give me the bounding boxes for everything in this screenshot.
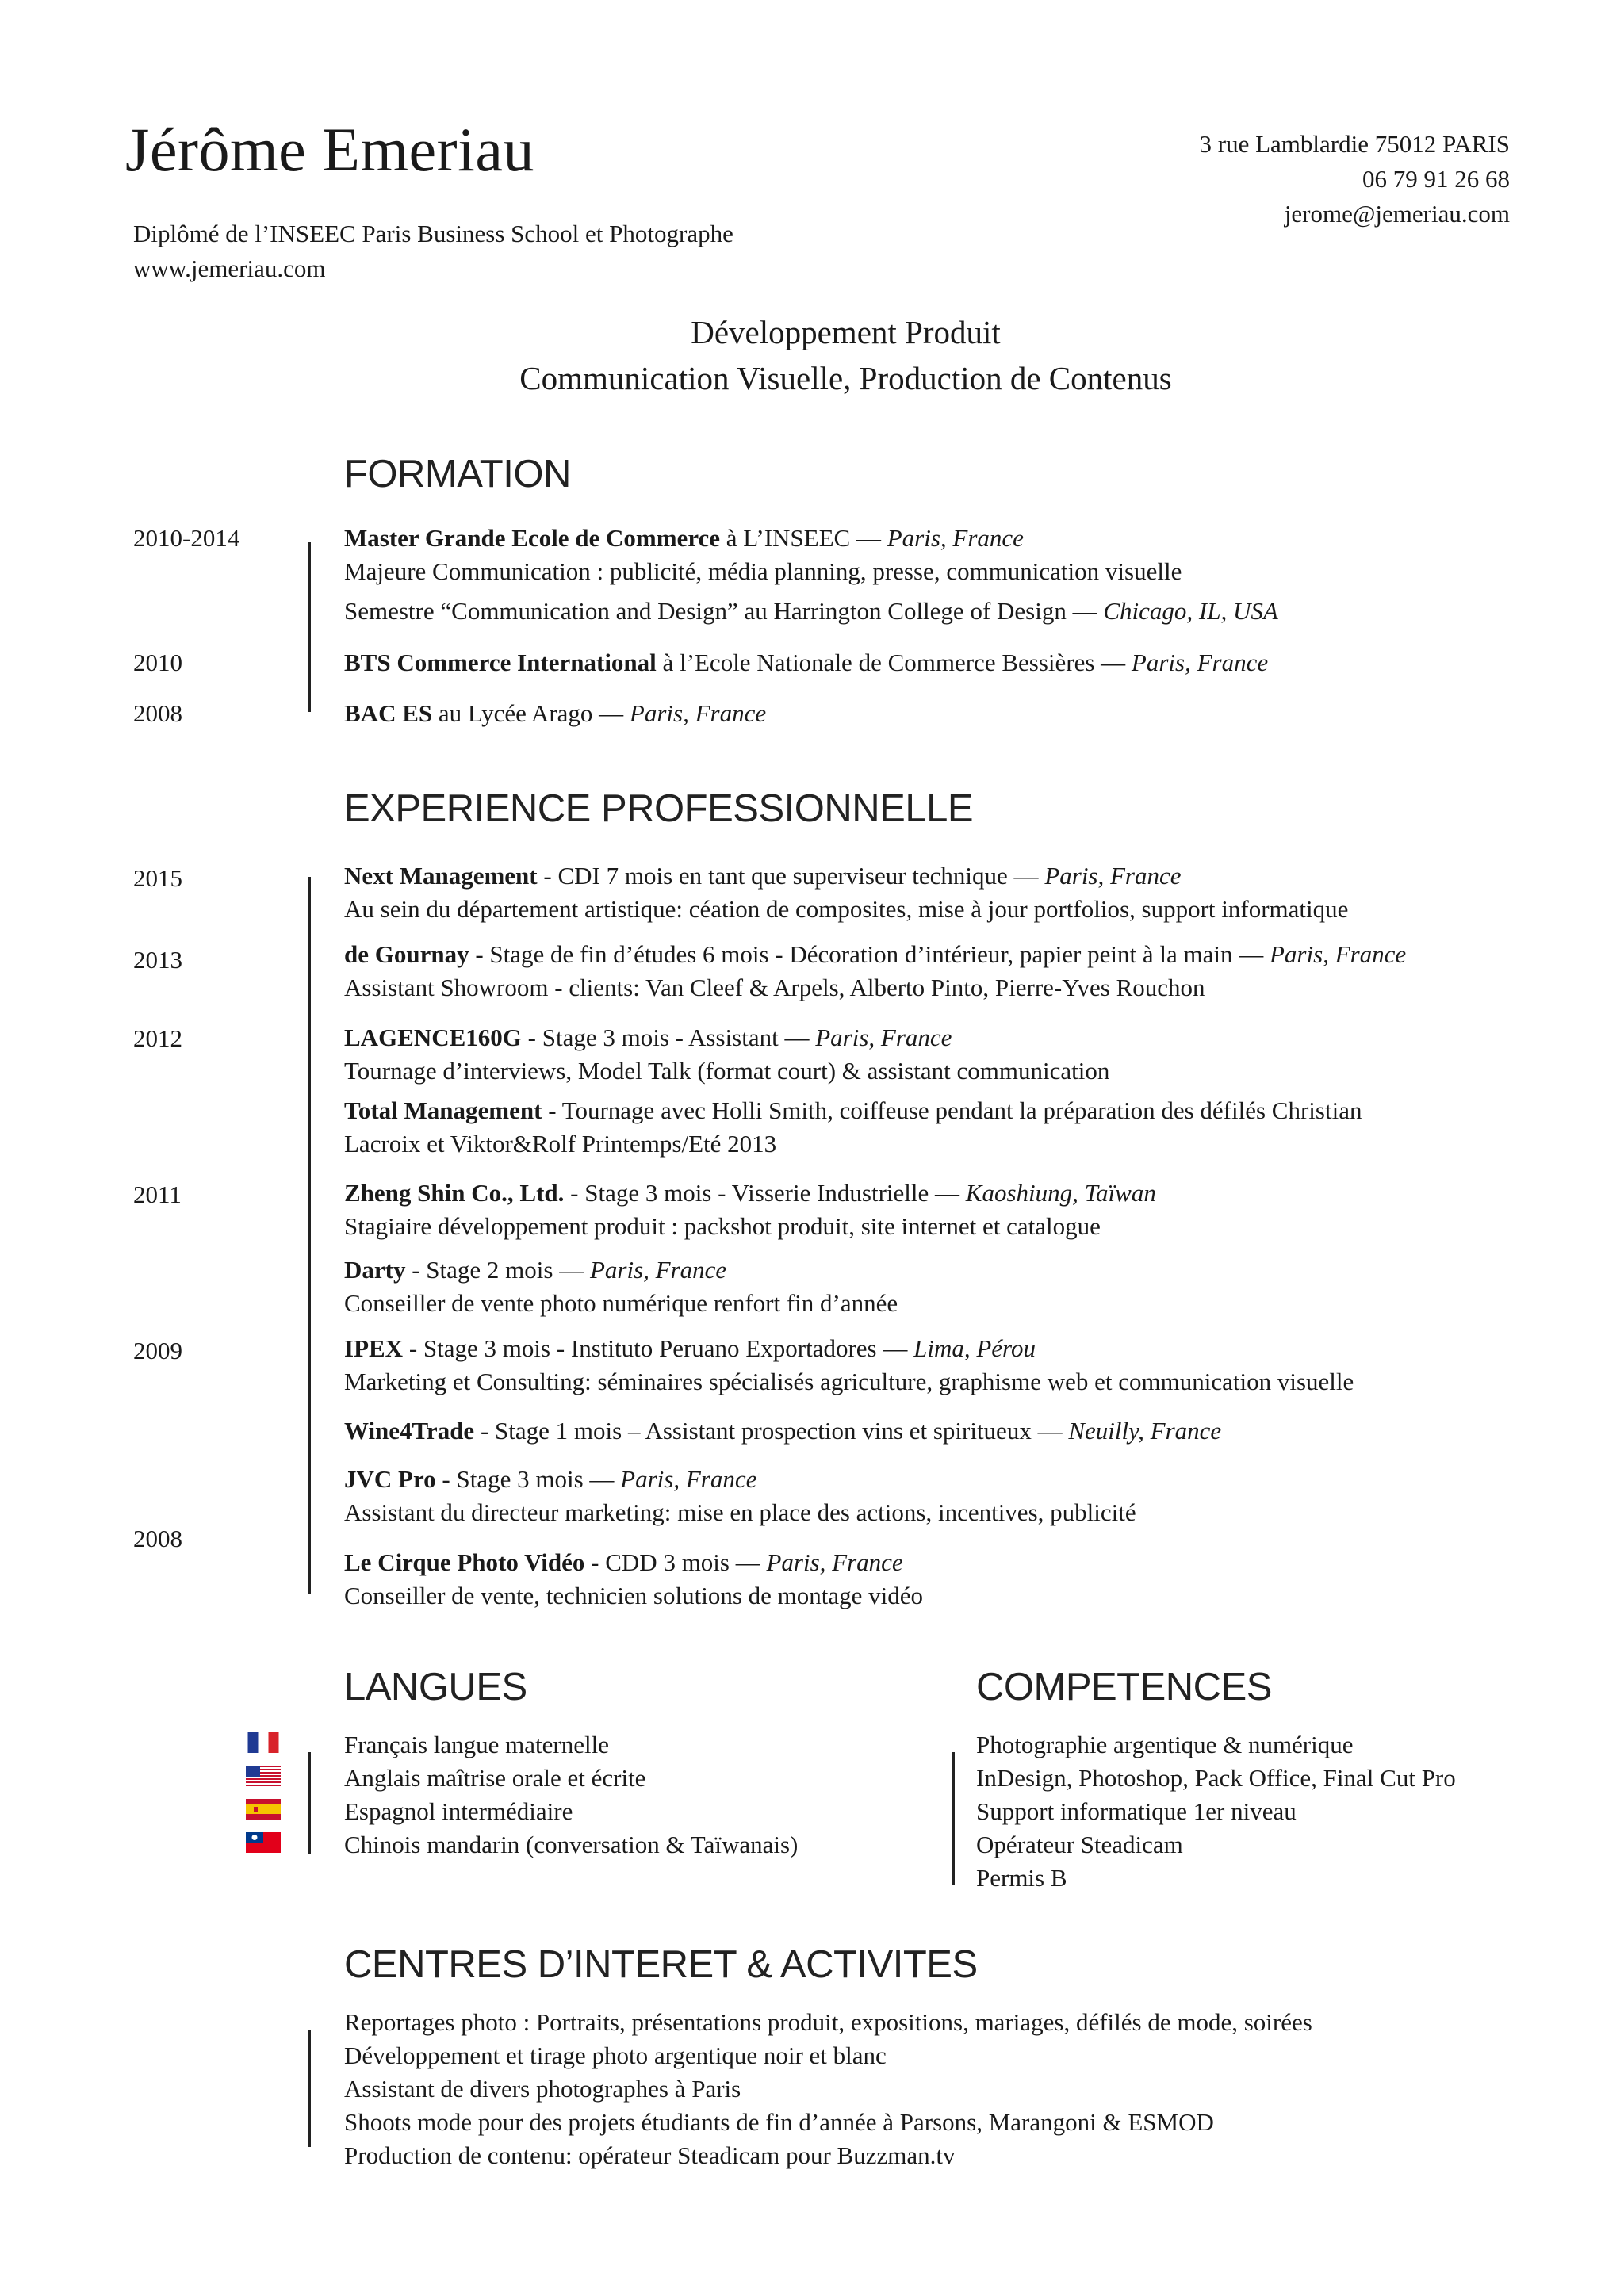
- taiwan-flag-icon: [246, 1832, 281, 1853]
- experience-line: Tournage d’interviews, Model Talk (format court) & assistant communication: [344, 1057, 1110, 1085]
- formation-line: BTS Commerce International à l’Ecole Nationale de Commerce Bessières — Paris, France: [344, 649, 1269, 676]
- interest-item: Production de contenu: opérateur Steadicam pour Buzzman.tv: [344, 2141, 956, 2169]
- year-label: 2015: [133, 864, 182, 892]
- experience-line: Stagiaire développement produit : packshot produit, site internet et catalogue: [344, 1212, 1101, 1240]
- experience-line: Total Management - Tournage avec Holli Smith, coiffeuse pendant la préparation des défilés Christian: [344, 1096, 1362, 1124]
- section-title-formation: FORMATION: [344, 453, 571, 496]
- timeline-rule-langues: [308, 1752, 311, 1854]
- year-label: 2010-2014: [133, 524, 240, 552]
- experience-line: IPEX - Stage 3 mois - Instituto Peruano Exportadores — Lima, Pérou: [344, 1334, 1036, 1362]
- spain-flag-icon: [246, 1799, 281, 1820]
- experience-line: Next Management - CDI 7 mois en tant que superviseur technique — Paris, France: [344, 862, 1182, 890]
- interest-item: Reportages photo : Portraits, présentations produit, expositions, mariages, défilés de mode, soirées: [344, 2008, 1312, 2036]
- interest-item: Développement et tirage photo argentique noir et blanc: [344, 2042, 887, 2069]
- france-flag-icon: [246, 1732, 281, 1753]
- skill-item: Support informatique 1er niveau: [976, 1797, 1297, 1825]
- year-label: 2011: [133, 1181, 182, 1208]
- experience-line: LAGENCE160G - Stage 3 mois - Assistant — Paris, France: [344, 1024, 952, 1051]
- experience-line: Le Cirque Photo Vidéo - CDD 3 mois — Paris, France: [344, 1548, 903, 1576]
- year-label: 2009: [133, 1337, 182, 1364]
- email-link[interactable]: jerome@jemeriau.com: [1284, 200, 1510, 228]
- usa-flag-icon: [246, 1766, 281, 1786]
- experience-line: JVC Pro - Stage 3 mois — Paris, France: [344, 1465, 757, 1493]
- year-label: 2013: [133, 946, 182, 974]
- website-link[interactable]: www.jemeriau.com: [133, 254, 326, 282]
- focus-line-1: Développement Produit: [691, 314, 1001, 350]
- section-title-langues: LANGUES: [344, 1666, 527, 1709]
- experience-line: Lacroix et Viktor&Rolf Printemps/Eté 2013: [344, 1130, 777, 1158]
- focus-line-2: Communication Visuelle, Production de Contenus: [519, 360, 1172, 396]
- timeline-rule-experience: [308, 877, 311, 1594]
- year-label: 2008: [133, 699, 182, 727]
- section-title-interets: CENTRES D’INTERET & ACTIVITES: [344, 1943, 978, 1986]
- skill-item: InDesign, Photoshop, Pack Office, Final Cut Pro: [976, 1764, 1456, 1792]
- career-focus: [0, 309, 1624, 401]
- formation-line: BAC ES au Lycée Arago — Paris, France: [344, 699, 767, 727]
- skill-item: Opérateur Steadicam: [976, 1831, 1183, 1858]
- timeline-rule-formation: [308, 542, 311, 712]
- year-label: 2010: [133, 649, 182, 676]
- experience-line: Conseiller de vente photo numérique renfort fin d’année: [344, 1289, 898, 1317]
- experience-line: Conseiller de vente, technicien solutions de montage vidéo: [344, 1582, 924, 1609]
- formation-line: Semestre “Communication and Design” au Harrington College of Design — Chicago, IL, USA: [344, 597, 1278, 625]
- year-label: 2012: [133, 1024, 182, 1052]
- language-item: Anglais maîtrise orale et écrite: [344, 1764, 646, 1792]
- candidate-name: Jérôme Emeriau: [125, 115, 534, 184]
- experience-line: de Gournay - Stage de fin d’études 6 mois - Décoration d’intérieur, papier peint à la main — Paris, France: [344, 940, 1407, 968]
- section-title-experience: EXPERIENCE PROFESSIONNELLE: [344, 787, 974, 830]
- experience-line: Assistant du directeur marketing: mise en place des actions, incentives, publicité: [344, 1498, 1136, 1526]
- experience-line: Darty - Stage 2 mois — Paris, France: [344, 1256, 727, 1284]
- language-item: Espagnol intermédiaire: [344, 1797, 573, 1825]
- contact-block: [955, 127, 1510, 232]
- year-label: 2008: [133, 1525, 182, 1552]
- formation-line: Majeure Communication : publicité, média planning, presse, communication visuelle: [344, 557, 1182, 585]
- interest-item: Assistant de divers photographes à Paris: [344, 2075, 741, 2103]
- formation-line: Master Grande Ecole de Commerce à L’INSEEC — Paris, France: [344, 524, 1024, 552]
- section-title-competences: COMPETENCES: [976, 1666, 1272, 1709]
- experience-line: Wine4Trade - Stage 1 mois – Assistant prospection vins et spiritueux — Neuilly, France: [344, 1417, 1222, 1445]
- skill-item: Photographie argentique & numérique: [976, 1731, 1354, 1758]
- interest-item: Shoots mode pour des projets étudiants de fin d’année à Parsons, Marangoni & ESMOD: [344, 2108, 1214, 2136]
- address: 3 rue Lamblardie 75012 PARIS: [1199, 130, 1510, 158]
- experience-line: Marketing et Consulting: séminaires spécialisés agriculture, graphisme web et communication visuelle: [344, 1368, 1354, 1395]
- candidate-subtitle: Diplômé de l’INSEEC Paris Business School et Photographe: [133, 220, 733, 247]
- timeline-rule-interets: [308, 2030, 311, 2147]
- timeline-rule-competences: [952, 1752, 955, 1885]
- experience-line: Au sein du département artistique: céation de composites, mise à jour portfolios, support informatique: [344, 895, 1349, 923]
- skill-item: Permis B: [976, 1864, 1067, 1892]
- language-item: Français langue maternelle: [344, 1731, 609, 1758]
- experience-line: Zheng Shin Co., Ltd. - Stage 3 mois - Visserie Industrielle — Kaoshiung, Taïwan: [344, 1179, 1156, 1207]
- phone: 06 79 91 26 68: [1362, 165, 1510, 193]
- language-item: Chinois mandarin (conversation & Taïwanais): [344, 1831, 799, 1858]
- experience-line: Assistant Showroom - clients: Van Cleef & Arpels, Alberto Pinto, Pierre-Yves Rouchon: [344, 974, 1205, 1001]
